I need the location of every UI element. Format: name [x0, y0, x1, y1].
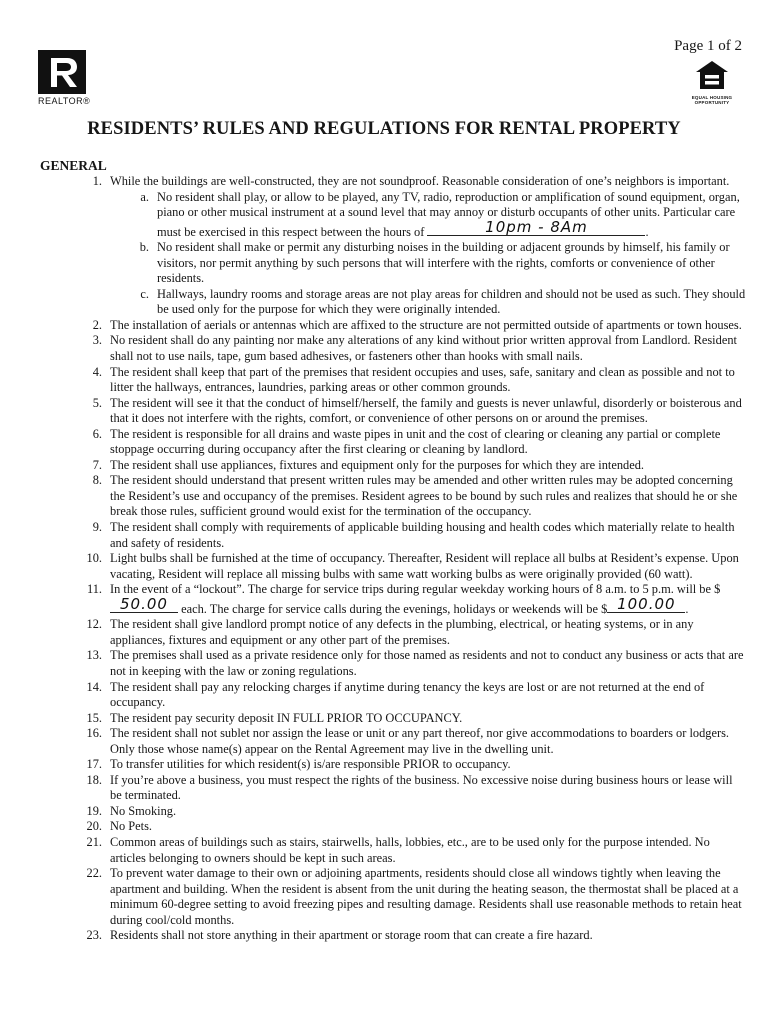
rule-number: 22. — [86, 866, 102, 881]
rule-text: Common areas of buildings such as stairs, stairwells, halls, lobbies, etc., are to be used only for the purpose intended. No articles belonging to owners should be kept in such areas. — [110, 834, 710, 865]
rule-text: If you’re above a business, you must respect the rights of the business. No excessive noise during business hours or lease will be terminated. — [110, 772, 733, 803]
rule-item — [40, 473, 746, 520]
handwritten-evening-charge: 100.00 — [617, 594, 676, 613]
rule-number: 14. — [86, 679, 102, 694]
rule-text: The resident shall comply with requirements of applicable building housing and health codes which materially relate to health and safety of residents. — [110, 520, 735, 550]
rule-item — [40, 365, 746, 396]
rule-text-part: each. The charge for service calls during the evenings, holidays or weekends will be $ — [181, 601, 608, 616]
rule-number: 7. — [92, 457, 102, 472]
rule-text: The resident is responsible for all drains and waste pipes in unit and the cost of clearing or cleaning any partial or complete stoppage occurring during occupancy after the first clearing or cleaning by landlord. — [110, 426, 721, 457]
evening-charge-blank — [607, 594, 685, 613]
rule-number: 4. — [92, 364, 102, 379]
rule-text: The resident will see it that the conduct of himself/herself, the family and guests is never unlawful, disorderly or boisterous and that it does not interfere with the rights, comfort, or convenience of other persons on or around the premises. — [110, 395, 742, 426]
document-title: RESIDENTS’ RULES AND REGULATIONS FOR RENTAL PROPERTY — [87, 119, 681, 139]
rule-item — [40, 551, 746, 582]
rule-text: The resident should understand that present written rules may be amended and other written rules may be adopted concerning the Resident’s use and occupancy of the premises. Resident agrees to be bound by such rules and realizes that should he or she break those rules, sufficient ground would exist for the termination of the occupancy. — [110, 473, 738, 519]
rule-number: 9. — [92, 520, 102, 535]
rule-text: The resident shall use appliances, fixtures and equipment only for the purposes for which they are intended. — [110, 457, 645, 472]
weekday-charge-blank — [110, 594, 178, 613]
subitem-letter: c. — [140, 286, 149, 301]
subitem-letter: a. — [140, 189, 149, 204]
rule-text: While the buildings are well-constructed, they are not soundproof. Reasonable consideration of one’s neighbors is important. — [110, 174, 730, 188]
rule-item — [40, 928, 746, 944]
subitem-letter: b. — [139, 240, 149, 255]
eho-line1: EQUAL HOUSING — [691, 95, 733, 100]
realtor-label: REALTOR® — [38, 96, 91, 106]
handwritten-weekday-charge: 50.00 — [120, 594, 168, 613]
rule-text: The resident shall give landlord prompt notice of any defects in the plumbing, electrical, or heating systems, or in any appliances, fixtures and equipment or any other part of the premises. — [110, 617, 694, 647]
rule-item — [40, 520, 746, 551]
rule-subitem — [40, 190, 746, 241]
eho-line2: OPPORTUNITY — [694, 100, 730, 105]
rule-item — [40, 804, 746, 820]
rule-text: No Smoking. — [110, 803, 177, 818]
rule-text: The premises shall used as a private residence only for those named as residents and not to conduct any business or acts that are not in keeping with the law or zoning regulations. — [110, 648, 744, 678]
realtor-logo — [38, 50, 91, 106]
hours-blank — [427, 217, 645, 236]
subitem-text: Hallways, laundry rooms and storage areas are not play areas for children and should not be used as such. They should be used only for the purpose for which they were originally intended. — [157, 286, 746, 317]
rule-number: 11. — [86, 582, 102, 597]
rule-item — [40, 711, 746, 727]
section-heading: GENERAL — [40, 158, 107, 173]
rule-number: 8. — [92, 473, 102, 488]
rule-number: 20. — [86, 819, 102, 834]
rule-item — [40, 648, 746, 679]
rule-number: 21. — [86, 834, 102, 849]
subitem-text-end: . — [645, 224, 649, 239]
rule-number: 17. — [86, 757, 102, 772]
rule-item — [40, 427, 746, 458]
rule-text — [110, 582, 746, 617]
rule-subitem — [40, 240, 746, 287]
rule-item — [40, 819, 746, 835]
rule-text: Light bulbs shall be furnished at the time of occupancy. Thereafter, Resident will replace all bulbs at Resident’s expense. Upon vacating, Resident will replace all missing bulbs with same watt working bulbs as were originally provided (60 watt). — [110, 551, 739, 581]
realtor-r-icon — [38, 50, 86, 94]
page-number: Page 1 of 2 — [674, 38, 742, 54]
rule-number: 2. — [92, 317, 102, 332]
handwritten-hours: 10pm - 8Am — [485, 217, 588, 236]
rule-text: No Pets. — [110, 819, 152, 834]
rule-subitem — [40, 287, 746, 318]
rule-number: 13. — [86, 648, 102, 663]
rule-number: 5. — [92, 395, 102, 410]
rule-number: 10. — [86, 551, 102, 566]
equal-housing-house-icon — [695, 60, 729, 90]
equal-housing-logo — [688, 60, 736, 105]
rule-text-part: In the event of a “lockout”. The charge for service trips during regular weekday working hours of 8 a.m. to 5 p.m. will be $ — [110, 582, 721, 597]
rule-number: 23. — [86, 928, 102, 943]
rule-item — [40, 757, 746, 773]
rule-text: To transfer utilities for which resident(s) is/are responsible PRIOR to occupancy. — [110, 757, 511, 772]
rule-item — [40, 174, 746, 190]
rule-item — [40, 318, 746, 334]
rule-number: 15. — [86, 710, 102, 725]
rule-text: The resident shall not sublet nor assign the lease or unit or any part thereof, nor give accommodations to boarders or lodgers. Only those whose name(s) appear on the Rental Agreement may live in the dwelling unit. — [110, 726, 730, 756]
rule-number: 18. — [86, 772, 102, 787]
rule-text: The resident shall pay any relocking charges if anytime during tenancy the keys are lost or are not returned at the end of occupancy. — [110, 679, 705, 710]
rule-text: Residents shall not store anything in their apartment or storage room that can create a fire hazard. — [110, 928, 593, 943]
rule-text: The installation of aerials or antennas which are affixed to the structure are not permitted outside of apartments or town houses. — [110, 317, 742, 332]
rule-text: To prevent water damage to their own or adjoining apartments, residents should close all windows tightly when leaving the apartment and building. When the resident is absent from the unit during the heating season, the thermostat shall be placed at a minimum 60-degree setting to avoid freezing pipes and resulting damage. Residents shall use reasonable methods to retain heat during cool/cold months. — [110, 866, 742, 927]
rule-text: No resident shall do any painting nor make any alterations of any kind without prior written approval from Landlord. Resident shall not to use nails, tape, gum based adhesives, or fasteners other than hooks with small nails. — [110, 333, 737, 364]
rule-number: 12. — [86, 617, 102, 632]
rule-number: 3. — [92, 333, 102, 348]
rule-item — [40, 458, 746, 474]
rule-item — [40, 617, 746, 648]
rule-text: The resident pay security deposit IN FULL PRIOR TO OCCUPANCY. — [110, 710, 463, 725]
rule-item — [40, 396, 746, 427]
rule-item — [40, 680, 746, 711]
rule-item — [40, 773, 746, 804]
rule-item — [40, 582, 746, 617]
rule-text: The resident shall keep that part of the premises that resident occupies and uses, safe, sanitary and clean as possible and not to litter the hallways, entrances, laundries, parking areas or other common grounds. — [110, 364, 735, 395]
rule-item — [40, 726, 746, 757]
rule-item — [40, 835, 746, 866]
rule-item — [40, 866, 746, 928]
rules-list — [40, 174, 746, 944]
subitem-text-part: No resident shall play, or allow to be played, any TV, radio, reproduction or amplification of sound equipment, organ, piano or other musical instrument at a sound level that may annoy or disturb occupants of other units. Particular care must be exercised in this respect between the hours of — [157, 189, 740, 239]
rule-item — [40, 333, 746, 364]
rule-number: 1. — [92, 174, 102, 188]
rule-number: 16. — [86, 726, 102, 741]
subitem-text: No resident shall make or permit any disturbing noises in the building or adjacent grounds by himself, his family or visitors, nor permit anything by such persons that will interfere with the rights, comforts or convenience of other residents. — [157, 240, 730, 286]
subitem-text — [157, 190, 746, 241]
rule-number: 19. — [86, 803, 102, 818]
rule-number: 6. — [92, 426, 102, 441]
rule-text-end: . — [685, 601, 689, 616]
